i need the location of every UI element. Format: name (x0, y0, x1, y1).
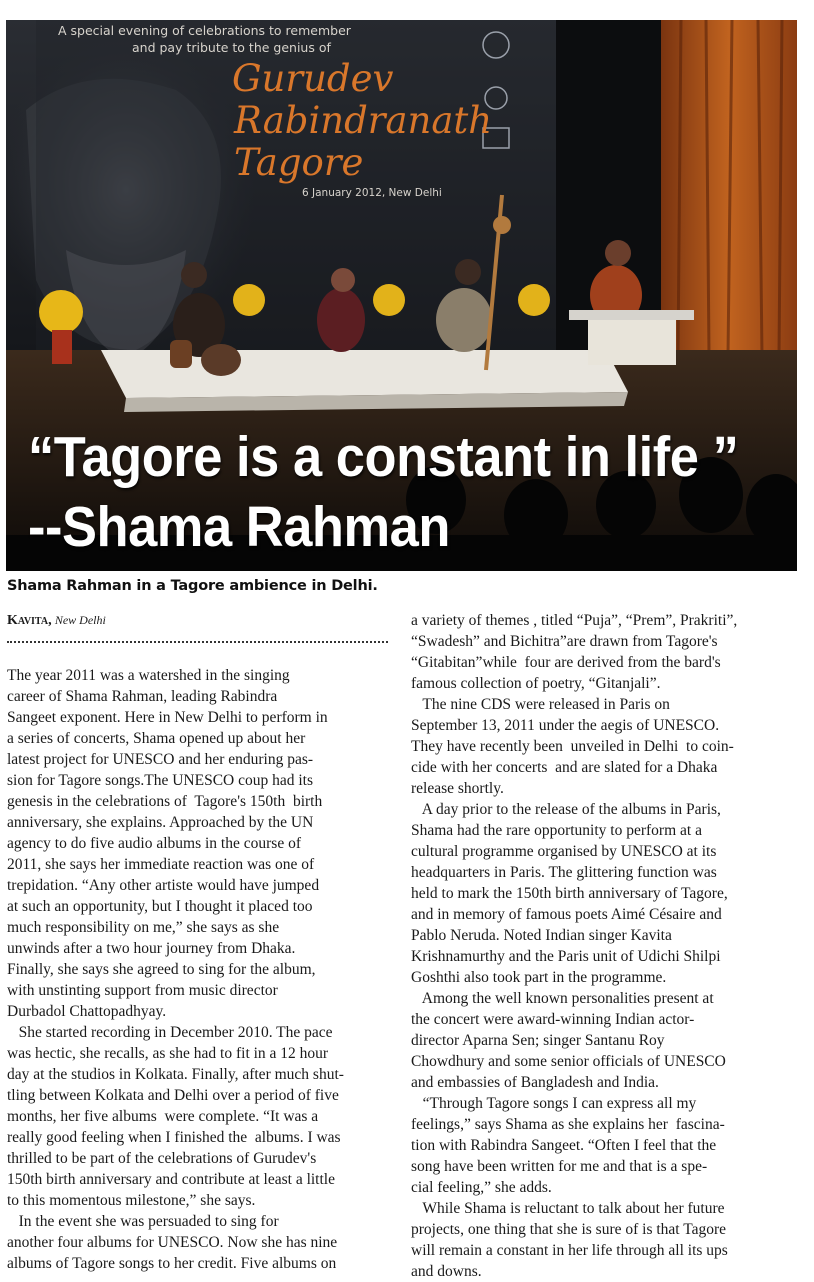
byline-author: Kavita, (7, 613, 52, 628)
byline-divider (7, 641, 388, 643)
article-column-2 (411, 610, 803, 1282)
banner-subtitle-line-2: and pay tribute to the genius of (132, 40, 331, 55)
article-text-line: Durbadol Chattopadhyay. (7, 1003, 167, 1020)
article-text-line: held to mark the 150th birth anniversary of Tagore, (411, 885, 728, 902)
article-text-line: tion with Rabindra Sangeet. “Often I feel that the (411, 1137, 717, 1154)
article-text-line: “Swadesh” and Bichitra”are drawn from Tagore's (411, 633, 718, 650)
article-text-line: much responsibility on me,” she says as she (7, 919, 280, 936)
article-text-line: to this momentous milestone,” she says. (7, 1192, 256, 1209)
article-text-line: Pablo Neruda. Noted Indian singer Kavita (411, 927, 672, 944)
article-text-line: and embassies of Bangladesh and India. (411, 1074, 659, 1091)
article-text-line: with unstinting support from music director (7, 982, 278, 999)
article-text-line: anniversary, she explains. Approached by the UN (7, 814, 314, 831)
article-text-line: at such an opportunity, but I thought it placed too (7, 898, 313, 915)
article-text-line: thrilled to be part of the celebrations of Gurudev's (7, 1150, 317, 1167)
article-text-line: really good feeling when I finished the albums. I was (7, 1129, 341, 1146)
headline-attribution: --Shama Rahman (28, 495, 450, 559)
banner-title-line-3: Tagore (234, 141, 364, 184)
banner-title-line-1: Gurudev (232, 57, 394, 100)
concert-photo (6, 20, 797, 571)
article-text-line: another four albums for UNESCO. Now she has nine (7, 1234, 338, 1251)
article-text-line: The year 2011 was a watershed in the singing (7, 667, 290, 684)
article-text-line: release shortly. (411, 780, 504, 797)
article-text-line: The nine CDS were released in Paris on (411, 696, 670, 713)
article-text-line: tling between Kolkata and Delhi over a period of five (7, 1087, 339, 1104)
article-text-line: a variety of themes , titled “Puja”, “Prem”, Prakriti”, (411, 612, 738, 629)
article-text-line: was hectic, she recalls, as she had to fit in a 12 hour (7, 1045, 329, 1062)
article-text-line: and downs. (411, 1263, 482, 1280)
article-text-line: the concert were award-winning Indian actor- (411, 1011, 695, 1028)
article-text-line: will remain a constant in her life through all its ups (411, 1242, 728, 1259)
article-text-line: genesis in the celebrations of Tagore's 150th birth (7, 793, 323, 810)
article-text-line: feelings,” says Shama as she explains her fascina- (411, 1116, 725, 1133)
article-text-line: Sangeet exponent. Here in New Delhi to perform in (7, 709, 328, 726)
article-text-line: cide with her concerts and are slated for a Dhaka (411, 759, 718, 776)
article-text-line: “Through Tagore songs I can express all my (411, 1095, 697, 1112)
article-text-line: agency to do five audio albums in the course of (7, 835, 301, 852)
article-text-line: A day prior to the release of the albums in Paris, (411, 801, 721, 818)
article-text-line: 2011, she says her immediate reaction was one of (7, 856, 315, 873)
article-text-line: sion for Tagore songs.The UNESCO coup had its (7, 772, 314, 789)
article-text-line: trepidation. “Any other artiste would have jumped (7, 877, 320, 894)
article-column-1 (7, 665, 397, 1274)
article-text-line: “Gitabitan”while four are derived from the bard's (411, 654, 721, 671)
article-text-line: song have been written for me and that is a spe- (411, 1158, 708, 1175)
article-text-line: career of Shama Rahman, leading Rabindra (7, 688, 278, 705)
banner-title-line-2: Rabindranath (234, 99, 493, 142)
article-text-line: and in memory of famous poets Aimé Césaire and (411, 906, 722, 923)
article-text-line: cultural programme organised by UNESCO at its (411, 843, 717, 860)
article-text-line: headquarters in Paris. The glittering function was (411, 864, 717, 881)
article-text-line: latest project for UNESCO and her enduring pas- (7, 751, 314, 768)
article-text-line: Among the well known personalities present at (411, 990, 714, 1007)
article-text-line: Shama had the rare opportunity to perform at a (411, 822, 702, 839)
article-text-line: 150th birth anniversary and contribute at least a little (7, 1171, 335, 1188)
article-text-line: a series of concerts, Shama opened up about her (7, 730, 306, 747)
article-text-line: In the event she was persuaded to sing for (7, 1213, 279, 1230)
article-text-line: Chowdhury and some senior officials of UNESCO (411, 1053, 726, 1070)
article-text-line: famous collection of poetry, “Gitanjali”. (411, 675, 661, 692)
article-text-line: albums of Tagore songs to her credit. Five albums on (7, 1255, 337, 1272)
photo-caption: Shama Rahman in a Tagore ambience in Delhi. (7, 578, 378, 594)
article-text-line: cial feeling,” she adds. (411, 1179, 552, 1196)
article-text-line: September 13, 2011 under the aegis of UNESCO. (411, 717, 720, 734)
banner-date: 6 January 2012, New Delhi (302, 187, 442, 199)
article-text-line: Goshthi also took part in the programme. (411, 969, 667, 986)
article-text-line: She started recording in December 2010. The pace (7, 1024, 333, 1041)
article-text-line: director Aparna Sen; singer Santanu Roy (411, 1032, 665, 1049)
article-text-line: day at the studios in Kolkata. Finally, after much shut- (7, 1066, 344, 1083)
headline-quote: “Tagore is a constant in life ” (28, 425, 739, 489)
article-text-line: Finally, she says she agreed to sing for the album, (7, 961, 316, 978)
article-text-line: months, her five albums were complete. “It was a (7, 1108, 319, 1125)
article-text-line: projects, one thing that she is sure of is that Tagore (411, 1221, 727, 1238)
article-text-line: They have recently been unveiled in Delhi to coin- (411, 738, 734, 755)
byline (7, 612, 106, 629)
byline-place: New Delhi (54, 613, 106, 627)
article-text-line: unwinds after a two hour journey from Dhaka. (7, 940, 296, 957)
article-text-line: While Shama is reluctant to talk about her future (411, 1200, 725, 1217)
article-text-line: Krishnamurthy and the Paris unit of Udichi Shilpi (411, 948, 721, 965)
banner-subtitle-line-1: A special evening of celebrations to remember (58, 23, 351, 38)
